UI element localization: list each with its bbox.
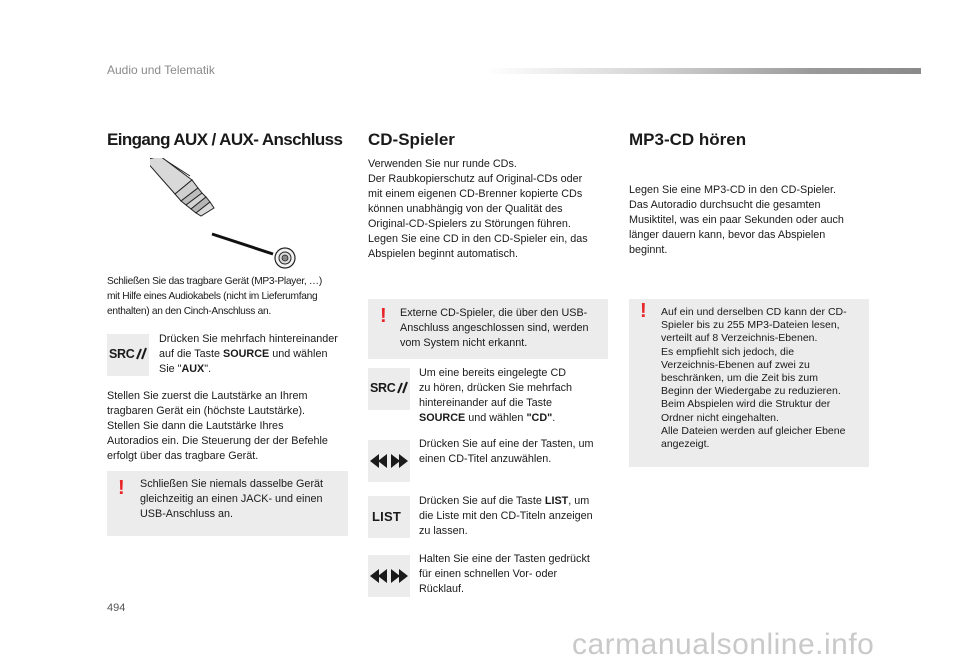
cd-src-instruction: Um eine bereits eingelegte CD zu hören, drücken Sie mehrfach hintereinander auf die Taste SOURCE und wählen "CD". bbox=[419, 367, 573, 424]
seek-buttons-icon bbox=[368, 555, 410, 597]
jack-plug-icon bbox=[150, 158, 300, 273]
cd-list-instruction: Drücken Sie auf die Taste LIST, um die Liste mit den CD-Titeln anzeigen zu lassen. bbox=[419, 495, 593, 537]
watermark: carmanualsonline.info bbox=[572, 628, 875, 661]
mp3-column bbox=[629, 130, 871, 150]
page-number: 494 bbox=[107, 602, 126, 614]
aux-title: Eingang AUX / AUX- Anschluss bbox=[107, 130, 343, 149]
phone-slash-icon bbox=[107, 334, 149, 376]
cd-warning-box: ! Externe CD-Spieler, die über den USB- Anschluss angeschlossen sind, werden vom System nicht erkannt. bbox=[368, 299, 608, 359]
cd-seek-instruction: Halten Sie eine der Tasten gedrückt für einen schnellen Vor- oder Rücklauf. bbox=[419, 553, 590, 595]
cd-column bbox=[368, 130, 610, 150]
header-gradient-bar bbox=[485, 68, 921, 74]
phone-slash-icon bbox=[368, 368, 410, 410]
cd-title: CD-Spieler bbox=[368, 130, 455, 149]
track-buttons-icon bbox=[368, 440, 410, 482]
aux-column bbox=[107, 130, 349, 150]
cd-intro: Verwenden Sie nur runde CDs. Der Raubkopierschutz auf Original-CDs oder mit einem eigenen CD-Brenner kopierte CDs können unabhängig von der Qualität des Original-CD-Spielers zu Störungen führen. Legen Sie eine CD in den CD-Spieler ein, das Abspielen beginnt automatisch. bbox=[368, 158, 588, 260]
warning-icon: ! bbox=[118, 477, 125, 499]
aux-src-instruction: Drücken Sie mehrfach hintereinander auf die Taste SOURCE und wählen Sie "AUX". bbox=[159, 333, 338, 375]
skip-arrows-icon bbox=[368, 440, 410, 482]
cd-track-instruction: Drücken Sie auf eine der Tasten, um einen CD-Titel anzuwählen. bbox=[419, 438, 594, 465]
src-button-icon-cd: SRC bbox=[368, 368, 410, 410]
header-section-title: Audio und Telematik bbox=[107, 63, 215, 77]
aux-volume-text: Stellen Sie zuerst die Lautstärke an Ihrem tragbaren Gerät ein (höchste Lautstärke). Stellen Sie dann die Lautstärke Ihres Autoradios ein. Die Steuerung der der Befehle erfolgt über das tragbare Gerät. bbox=[107, 390, 328, 462]
aux-warning-box: ! Schließen Sie niemals dasselbe Gerät gleichzeitig an einen JACK- und einen USB-Anschluss an. bbox=[107, 471, 348, 536]
mp3-warning-box: ! Auf ein und derselben CD kann der CD- Spieler bis zu 255 MP3-Dateien lesen, verteilt auf 8 Verzeichnis-Ebenen. Es empfiehlt sich jedoch, die Verzeichnis-Ebenen auf zwei zu beschränken, um die Zeit bis zum Beginn der Wiedergabe zu reduzieren. Beim Abspielen wird die Struktur der Ordner nicht eingehalten. Alle Dateien werden auf gleicher Ebene angezeigt. bbox=[629, 299, 869, 467]
skip-arrows-icon bbox=[368, 555, 410, 597]
mp3-title: MP3-CD hören bbox=[629, 130, 747, 149]
src-button-icon-aux: SRC bbox=[107, 334, 149, 376]
list-button-icon: LIST bbox=[368, 496, 410, 538]
warning-icon: ! bbox=[640, 300, 647, 322]
aux-intro: Schließen Sie das tragbare Gerät (MP3-Player, …) mit Hilfe eines Audiokabels (nicht im Lieferumfang enthalten) an den Cinch-Anschluss an. bbox=[107, 276, 322, 317]
warning-icon: ! bbox=[380, 305, 387, 327]
mp3-intro: Legen Sie eine MP3-CD in den CD-Spieler. Das Autoradio durchsucht die gesamten Musiktitel, was ein paar Sekunden oder auch länger dauern kann, bevor das Abspielen beginnt. bbox=[629, 184, 844, 256]
